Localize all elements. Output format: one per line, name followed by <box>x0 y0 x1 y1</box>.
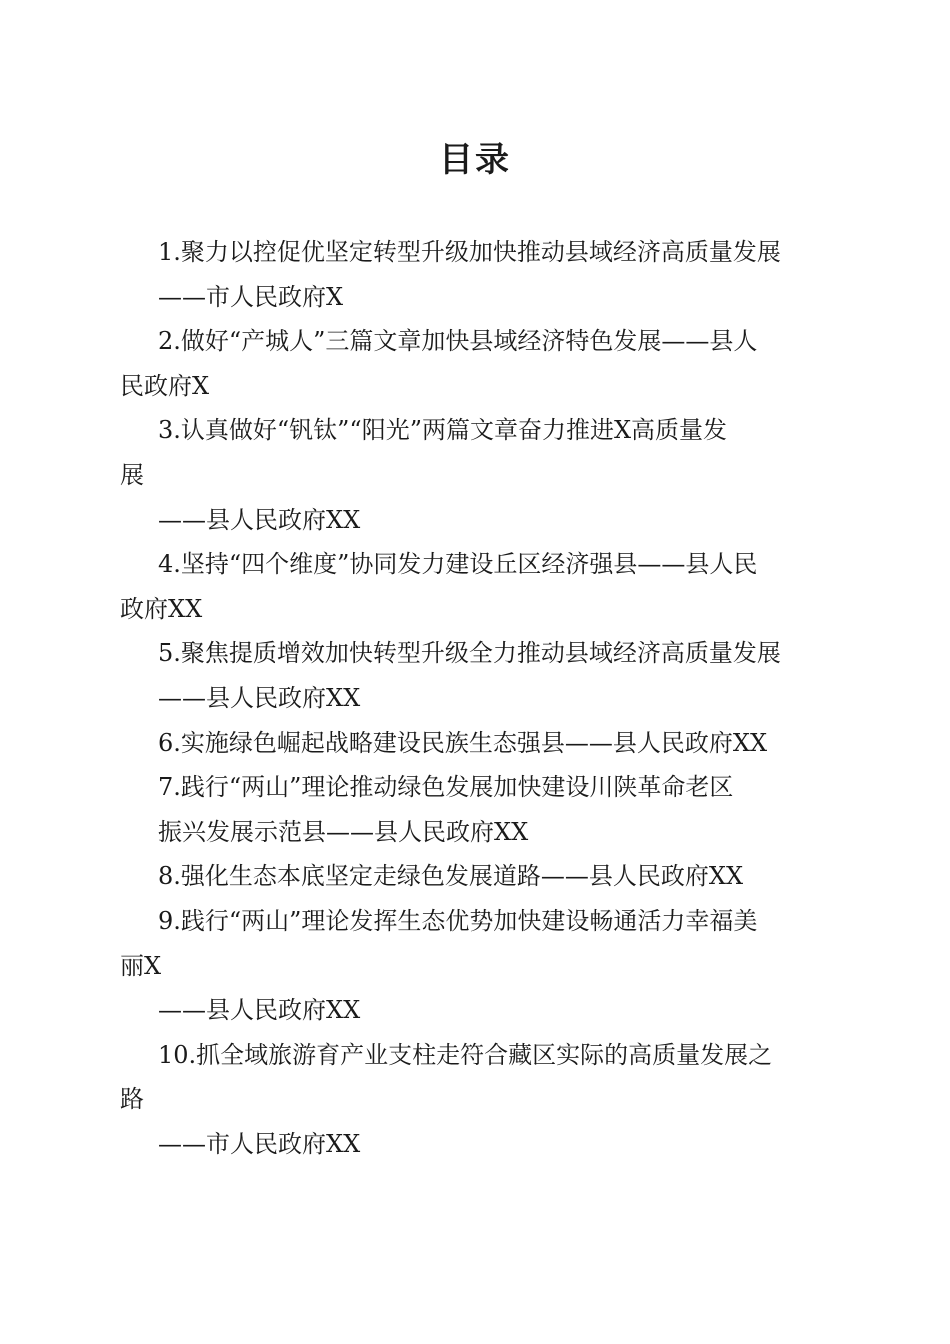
toc-entry-9-source: ——县人民政府XX <box>158 996 361 1025</box>
toc-entry-9-title: 9.践行“两山”理论发挥生态优势加快建设畅通活力幸福美 <box>158 906 758 935</box>
toc-entry-7-continuation: 振兴发展示范县——县人民政府XX <box>158 817 529 846</box>
toc-entry-4-continuation: 政府XX <box>120 594 203 623</box>
toc-entry-8-title: 8.强化生态本底坚定走绿色发展道路——县人民政府XX <box>158 862 744 891</box>
toc-entry-1-title: 1.聚力以控促优坚定转型升级加快推动县域经济高质量发展 <box>158 238 781 266</box>
toc-entry-2-title: 2.做好“产城人”三篇文章加快县域经济特色发展——县人 <box>158 327 758 356</box>
page-title: 目录 <box>439 140 511 180</box>
toc-entry-5-title: 5.聚焦提质增效加快转型升级全力推动县域经济高质量发展 <box>158 639 781 668</box>
toc-entry-10-continuation: 路 <box>120 1085 144 1114</box>
toc-entry-10-source: ——市人民政府XX <box>158 1129 361 1158</box>
toc-entry-5-source: ——县人民政府XX <box>158 683 361 712</box>
toc-entry-2-continuation: 民政府X <box>120 371 210 400</box>
toc-entry-10-title: 10.抓全域旅游育产业支柱走符合藏区实际的高质量发展之 <box>158 1040 773 1069</box>
toc-entry-3-continuation: 展 <box>120 460 144 489</box>
toc-entry-4-title: 4.坚持“四个维度”协同发力建设丘区经济强县——县人民 <box>158 550 758 579</box>
toc-entry-7-title: 7.践行“两山”理论推动绿色发展加快建设川陕革命老区 <box>158 773 734 802</box>
table-of-contents <box>120 230 832 1166</box>
toc-entry-9-continuation: 丽X <box>120 951 162 980</box>
toc-entry-3-source: ——县人民政府XX <box>158 505 361 534</box>
toc-entry-1-source: ——市人民政府X <box>158 282 344 311</box>
toc-entry-6-title: 6.实施绿色崛起战略建设民族生态强县——县人民政府XX <box>158 728 768 757</box>
toc-entry-3-title: 3.认真做好“钒钛”“阳光”两篇文章奋力推进X高质量发 <box>158 416 728 445</box>
